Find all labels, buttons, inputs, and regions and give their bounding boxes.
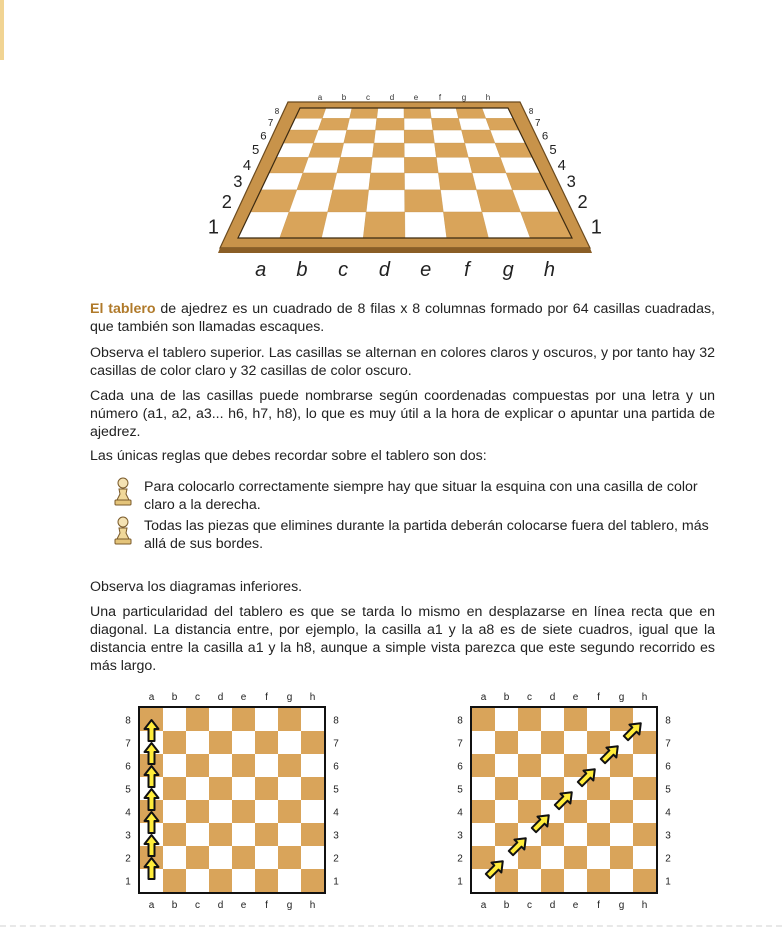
diagram-square (472, 823, 495, 846)
diagram-rank-label-right: 3 (333, 830, 339, 842)
perspective-square (468, 157, 506, 173)
diagrams-p1-text: Observa los diagramas inferiores. (90, 579, 303, 595)
diagram-square (186, 754, 209, 777)
perspective-square (322, 108, 352, 118)
diagram-square (472, 754, 495, 777)
perspective-rank-label-left: 5 (251, 141, 260, 157)
diagram-file-label-top: f (597, 692, 600, 703)
perspective-square (405, 190, 444, 212)
perspective-file-label-bottom: f (464, 259, 470, 281)
perspective-file-label-top: a (317, 93, 323, 102)
diagram-file-label-bottom: f (597, 900, 600, 911)
diagram-rank-label-left: 5 (457, 784, 463, 796)
diagram-square (301, 731, 324, 754)
diagram-square (541, 731, 564, 754)
perspective-file-label-top: h (485, 93, 491, 102)
diagram-square (163, 800, 186, 823)
perspective-square (328, 190, 369, 212)
diagram-square (232, 800, 255, 823)
diagram-square (255, 800, 278, 823)
diagram-square (255, 823, 278, 846)
diagram-square (541, 846, 564, 869)
diagram-square (209, 869, 232, 892)
diagram-square (472, 777, 495, 800)
perspective-square (462, 130, 496, 143)
perspective-rank-label-left: 8 (274, 107, 280, 117)
diagram-rank-label-left: 5 (125, 784, 131, 796)
diagram-file-label-bottom: b (503, 900, 510, 911)
perspective-square (441, 190, 482, 212)
diagram-square (255, 869, 278, 892)
diagram-file-label-bottom: f (265, 900, 268, 911)
rule-item (112, 478, 722, 514)
diagram-square (255, 708, 278, 731)
diagram-square (232, 708, 255, 731)
perspective-file-label-top: b (341, 93, 347, 102)
diagram-square (495, 754, 518, 777)
perspective-square (438, 173, 476, 190)
diagram-square (472, 846, 495, 869)
diagram-rank-label-left: 3 (125, 830, 131, 842)
diagram-square (541, 869, 564, 892)
diagram-square (278, 754, 301, 777)
perspective-rank-label-right: 4 (557, 157, 566, 174)
diagram-square (518, 846, 541, 869)
perspective-rank-label-left: 7 (267, 117, 274, 129)
perspective-chessboard (200, 88, 620, 288)
pawn-icon (112, 515, 134, 547)
perspective-rank-label-left: 2 (221, 190, 232, 212)
diagram-square (301, 754, 324, 777)
diagram-square (232, 731, 255, 754)
diagram-square (610, 869, 633, 892)
diagram-square (518, 754, 541, 777)
diagram-square (587, 777, 610, 800)
diagram-file-label-top: b (171, 692, 178, 703)
diagram-file-label-bottom: c (195, 900, 200, 911)
diagram-square (587, 869, 610, 892)
diagram-square (186, 731, 209, 754)
diagram-square (541, 777, 564, 800)
diagram-rank-label-right: 4 (665, 807, 671, 819)
perspective-rank-label-right: 1 (590, 216, 602, 239)
rule-item (112, 517, 722, 553)
diagram-square (278, 731, 301, 754)
perspective-square (350, 108, 378, 118)
perspective-square (333, 173, 371, 190)
diagram-square (209, 777, 232, 800)
perspective-file-label-bottom: e (420, 259, 432, 281)
diagrams-p2-text: Una particularidad del tablero es que se tarda lo mismo en desplazarse en línea recta que en diagonal. La distancia entre, por ejemplo, la casilla a1 y la a8 es de siete cuadros, igual que la distancia entre la casilla a1 y la h8, aunque a simple vista parezca que este segundo recorrido es más largo. (90, 604, 715, 674)
perspective-square (314, 130, 347, 143)
diagram-square (610, 708, 633, 731)
perspective-square (344, 130, 376, 143)
diagram-square (301, 846, 324, 869)
diagram-rank-label-left: 2 (457, 853, 463, 865)
diagram-square (564, 800, 587, 823)
perspective-square (372, 143, 404, 157)
diagram-square (541, 823, 564, 846)
intro-p1-text: de ajedrez es un cuadrado de 8 filas x 8 columnas formado por 64 casillas cuadradas, que también son llamadas escaques. (90, 301, 715, 335)
diagram-rank-label-left: 8 (125, 715, 131, 727)
diagram-file-label-bottom: e (572, 900, 579, 911)
chessboard-diagram-diagonal (442, 686, 682, 911)
diagram-square (163, 708, 186, 731)
perspective-file-label-top: e (413, 93, 419, 102)
diagram-rank-label-right: 1 (665, 876, 671, 888)
perspective-square (404, 130, 434, 143)
diagram-square (301, 708, 324, 731)
diagram-square (587, 708, 610, 731)
perspective-square (347, 118, 377, 130)
diagram-square (301, 823, 324, 846)
diagram-square (587, 731, 610, 754)
diagram-square (163, 731, 186, 754)
diagram-square (495, 800, 518, 823)
diagram-square (232, 754, 255, 777)
diagram-square (278, 800, 301, 823)
diagram-square (232, 823, 255, 846)
diagram-file-label-bottom: c (527, 900, 532, 911)
diagram-file-label-top: e (572, 692, 579, 703)
diagram-file-label-top: d (217, 692, 224, 703)
diagram-rank-label-right: 2 (333, 853, 339, 865)
diagram-rank-label-right: 7 (333, 738, 339, 750)
intro-p2-text: Observa el tablero superior. Las casillas se alternan en colores claros y oscuros, y por tanto hay 32 casillas de color claro y 32 casillas de color oscuro. (90, 345, 715, 379)
diagram-file-label-top: a (148, 692, 155, 703)
diagram-file-label-top: h (309, 692, 316, 703)
diagram-file-label-bottom: g (286, 900, 293, 911)
perspective-square (366, 190, 405, 212)
perspective-square (405, 173, 441, 190)
perspective-square (443, 212, 488, 238)
diagram-square (209, 800, 232, 823)
perspective-square (337, 157, 373, 173)
perspective-file-label-top: c (366, 93, 370, 102)
perspective-rank-label-left: 1 (207, 216, 219, 239)
perspective-rank-label-right: 8 (528, 107, 534, 117)
perspective-square (456, 108, 486, 118)
perspective-square (436, 157, 472, 173)
diagram-square (163, 823, 186, 846)
diagram-square (472, 800, 495, 823)
perspective-square (472, 173, 512, 190)
diagram-square (495, 823, 518, 846)
diagram-square (518, 777, 541, 800)
diagram-square (564, 823, 587, 846)
diagram-square (472, 708, 495, 731)
perspective-file-label-bottom: b (296, 259, 308, 281)
diagram-diagonal (442, 686, 682, 916)
diagram-file-label-top: e (240, 692, 247, 703)
diagram-square (564, 846, 587, 869)
perspective-square (289, 190, 333, 212)
diagram-square (587, 846, 610, 869)
diagram-square (186, 708, 209, 731)
diagram-file-label-top: f (265, 692, 268, 703)
diagram-square (633, 846, 656, 869)
diagram-square (633, 823, 656, 846)
diagram-rank-label-left: 8 (457, 715, 463, 727)
diagram-square (301, 777, 324, 800)
perspective-square (318, 118, 349, 130)
diagram-square (495, 708, 518, 731)
diagram-file-label-top: h (641, 692, 648, 703)
perspective-square (465, 143, 501, 157)
diagram-square (232, 869, 255, 892)
page-corner-tab (0, 0, 4, 60)
diagram-file-label-bottom: b (171, 900, 178, 911)
diagram-square (255, 754, 278, 777)
diagram-square (278, 869, 301, 892)
perspective-rank-label-right: 7 (535, 117, 541, 129)
diagram-square (163, 869, 186, 892)
perspective-square (404, 108, 431, 118)
diagram-rank-label-right: 5 (333, 784, 339, 796)
diagram-square (587, 800, 610, 823)
perspective-rank-label-right: 3 (566, 172, 576, 192)
diagram-rank-label-right: 3 (665, 830, 671, 842)
diagram-rank-label-left: 1 (457, 876, 463, 888)
diagram-square (633, 777, 656, 800)
diagram-rank-label-left: 6 (125, 761, 131, 773)
diagram-square (564, 869, 587, 892)
perspective-rank-label-right: 6 (541, 130, 549, 143)
perspective-rank-label-right: 2 (577, 190, 588, 212)
diagram-rank-label-right: 8 (665, 715, 671, 727)
diagram-square (301, 869, 324, 892)
diagram-file-label-bottom: a (148, 900, 155, 911)
diagram-square (564, 754, 587, 777)
diagram-file-label-bottom: h (309, 900, 316, 911)
diagram-rank-label-right: 5 (665, 784, 671, 796)
diagram-file-label-bottom: d (217, 900, 224, 911)
diagram-square (278, 846, 301, 869)
diagram-file-label-top: g (286, 692, 293, 703)
diagram-square (495, 869, 518, 892)
perspective-square (404, 118, 433, 130)
title-highlight: El tablero (90, 301, 156, 317)
intro-paragraph-4 (90, 447, 715, 465)
diagram-square (495, 731, 518, 754)
diagram-rank-label-left: 7 (125, 738, 131, 750)
diagram-file-label-bottom: d (549, 900, 556, 911)
diagram-square (610, 823, 633, 846)
diagram-square (587, 823, 610, 846)
diagram-rank-label-right: 8 (333, 715, 339, 727)
diagram-square (209, 754, 232, 777)
intro-p3-text: Cada una de las casillas puede nombrarse según coordenadas compuestas por una letra y un número (a1, a2, a3... h6, h7, h8), lo que es muy útil a la hora de explicar o apuntar una partida de ajedrez. (90, 388, 715, 440)
diagram-rank-label-left: 4 (457, 807, 463, 819)
diagram-square (163, 846, 186, 869)
diagram-rank-label-right: 4 (333, 807, 339, 819)
chessboard-diagram-vertical (110, 686, 350, 911)
perspective-rank-label-left: 4 (242, 157, 252, 174)
diagram-square (163, 754, 186, 777)
diagrams-intro-2 (90, 603, 715, 675)
diagram-rank-label-right: 2 (665, 853, 671, 865)
diagram-square (232, 777, 255, 800)
diagram-square (633, 800, 656, 823)
perspective-square (369, 173, 405, 190)
diagram-rank-label-right: 6 (665, 761, 671, 773)
perspective-file-label-top: g (461, 93, 467, 102)
diagram-square (232, 846, 255, 869)
diagram-rank-label-left: 1 (125, 876, 131, 888)
diagram-square (541, 708, 564, 731)
diagram-rank-label-left: 6 (457, 761, 463, 773)
diagram-square (518, 800, 541, 823)
diagram-file-label-top: c (527, 692, 532, 703)
perspective-file-label-bottom: a (255, 259, 267, 281)
diagram-square (301, 800, 324, 823)
diagram-file-label-top: d (549, 692, 556, 703)
diagram-rank-label-left: 2 (125, 853, 131, 865)
diagram-square (186, 869, 209, 892)
perspective-square (363, 212, 405, 238)
diagram-square (472, 731, 495, 754)
perspective-square (377, 108, 404, 118)
perspective-file-label-bottom: c (338, 259, 349, 281)
diagram-rank-label-left: 3 (457, 830, 463, 842)
perspective-square (459, 118, 491, 130)
perspective-file-label-bottom: h (543, 259, 555, 281)
diagram-file-label-top: b (503, 692, 510, 703)
diagram-square (518, 731, 541, 754)
diagram-square (186, 777, 209, 800)
perspective-square (371, 157, 405, 173)
intro-p4-text: Las únicas reglas que debes recordar sobre el tablero son dos: (90, 448, 487, 464)
diagram-rank-label-left: 7 (457, 738, 463, 750)
diagram-square (255, 777, 278, 800)
perspective-square (308, 143, 343, 157)
diagram-square (564, 708, 587, 731)
perspective-square (322, 212, 367, 238)
diagram-rank-label-right: 6 (333, 761, 339, 773)
diagram-square (633, 869, 656, 892)
perspective-square (404, 143, 436, 157)
diagram-square (278, 823, 301, 846)
board-edge (218, 248, 592, 253)
diagram-square (209, 708, 232, 731)
diagram-square (186, 846, 209, 869)
diagram-file-label-top: g (618, 692, 625, 703)
perspective-square (405, 212, 447, 238)
rule-text: Para colocarlo correctamente siempre hay que situar la esquina con una casilla de color claro a la derecha. (144, 479, 698, 513)
perspective-square (374, 130, 404, 143)
diagram-square (278, 708, 301, 731)
perspective-square (303, 157, 341, 173)
diagram-square (186, 800, 209, 823)
rule-text: Todas las piezas que elimines durante la partida deberán colocarse fuera del tablero, más allá de sus bordes. (144, 518, 709, 552)
diagram-square (610, 777, 633, 800)
intro-paragraph-1 (90, 300, 715, 336)
diagram-square (633, 754, 656, 777)
perspective-square (435, 143, 469, 157)
intro-paragraph-3 (90, 387, 715, 441)
pawn-icon (112, 476, 134, 508)
perspective-file-label-bottom: g (502, 259, 514, 281)
diagram-square (163, 777, 186, 800)
diagram-square (518, 869, 541, 892)
diagram-square (209, 823, 232, 846)
perspective-square (340, 143, 374, 157)
diagram-file-label-bottom: h (641, 900, 648, 911)
diagram-file-label-bottom: a (480, 900, 487, 911)
perspective-square (430, 108, 459, 118)
perspective-square (433, 130, 465, 143)
diagram-rank-label-left: 4 (125, 807, 131, 819)
diagram-file-label-top: c (195, 692, 200, 703)
diagram-square (255, 731, 278, 754)
diagram-square (518, 708, 541, 731)
diagram-square (209, 846, 232, 869)
diagrams-intro-1 (90, 578, 715, 596)
diagram-file-label-bottom: e (240, 900, 247, 911)
perspective-square (375, 118, 404, 130)
diagram-square (186, 823, 209, 846)
diagram-vertical (110, 686, 350, 916)
diagram-square (209, 731, 232, 754)
diagram-square (541, 754, 564, 777)
diagram-square (610, 754, 633, 777)
diagram-square (564, 731, 587, 754)
diagram-square (495, 777, 518, 800)
diagram-file-label-bottom: g (618, 900, 625, 911)
perspective-file-label-top: f (438, 93, 442, 102)
diagram-square (610, 800, 633, 823)
diagram-rank-label-right: 7 (665, 738, 671, 750)
page-bottom-rule (0, 925, 782, 927)
diagram-file-label-top: a (480, 692, 487, 703)
perspective-rank-label-left: 6 (260, 130, 267, 143)
perspective-square (297, 173, 337, 190)
diagram-square (633, 731, 656, 754)
perspective-rank-label-left: 3 (233, 172, 243, 192)
diagram-square (278, 777, 301, 800)
perspective-rank-label-right: 5 (549, 141, 557, 157)
perspective-square (431, 118, 461, 130)
perspective-file-label-bottom: d (378, 259, 390, 281)
perspective-file-label-top: d (389, 93, 395, 102)
diagram-rank-label-right: 1 (333, 876, 339, 888)
intro-paragraph-2 (90, 344, 715, 380)
perspective-square (404, 157, 438, 173)
diagram-square (610, 846, 633, 869)
diagram-square (255, 846, 278, 869)
